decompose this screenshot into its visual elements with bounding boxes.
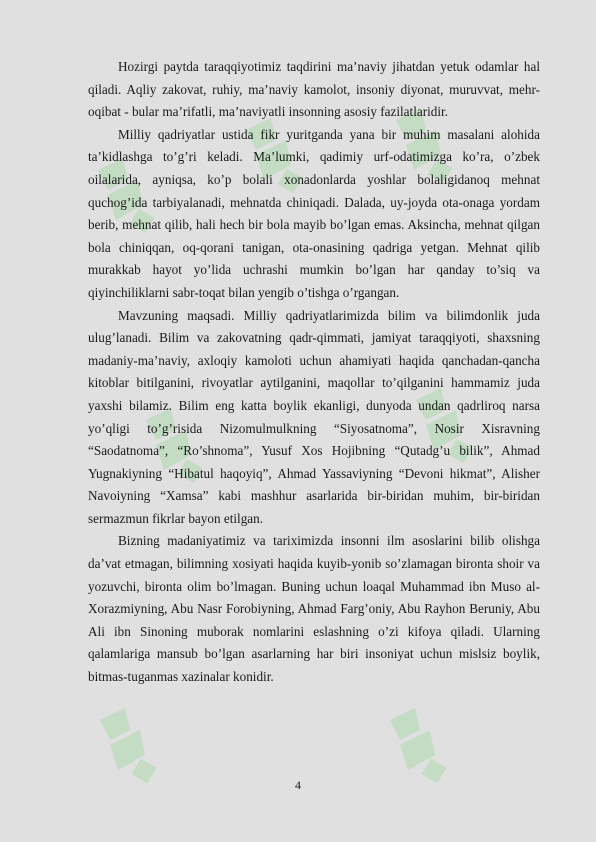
watermark-logo-icon [370, 700, 460, 790]
document-body [88, 56, 540, 689]
paragraph: Bizning madaniyatimiz va tariximizda insonni ilm asoslarini bilib olishga da’vat etmagan, bilimning xosiyati haqida kuyib-yonib so’zlamagan bironta shoir va yozuvchi, bironta olim bo’lmagan. Buning uchun loaqal Muhammad ibn Muso al-Xorazmiyning, Abu Nasr Forobiyning, Ahmad Farg’oniy, Abu Rayhon Beruniy, Abu Ali ibn Sinoning muborak nomlarini eslashning o’zi kifoya qiladi. Ularning qalamlariga mansub bo’lgan asarlarning har biri insoniyat uchun mislsiz boylik, bitmas-tuganmas xazinalar konidir. [88, 533, 540, 685]
paragraph: Milliy qadriyatlar ustida fikr yuritganda yana bir muhim masalani alohida ta’kidlashga to’g’ri keladi. Ma’lumki, qadimiy urf-odatimizga ko’ra, o’zbek oilalarida, ayniqsa, ko’p bolali xonadonlarda yoshlar bolaligidanoq mehnat quchog’ida tarbiyalanadi, mehnatda chiniqadi. Dalada, uy-joyda ota-onaga yordam berib, mehnat qilib, hali hech bir bola mayib bo’lgan emas. Aksincha, mehnat qilgan bola chiniqqan, oq-qorani tanigan, ota-onasining qadriga yetgan. Mehnat qilib murakkab hayot yo’lida uchrashi mumkin bo’lgan har qanday to’siq va qiyinchiliklarni sabr-toqat bilan yengib o’tishga o’rgangan. [88, 126, 540, 300]
paragraph: Hozirgi paytda taraqqiyotimiz taqdirini ma’naviy jihatdan yetuk odamlar hal qiladi. Aqliy zakovat, ruhiy, ma’naviy kamolot, insoniy diyonat, muruvvat, mehr-oqibat - bular ma’rifatli, ma’naviyatli insonning asosiy fazilatlaridir. [88, 59, 540, 120]
page-number: 4 [295, 778, 301, 792]
watermark-logo-icon [80, 700, 170, 790]
paragraph: Mavzuning maqsadi. Milliy qadriyatlarimizda bilim va bilimdonlik juda ulug’lanadi. Bilim va zakovatning qadr-qimmati, jamiyat taraqqiyoti, shaxsning madaniy-ma’naviy, axloqiy kamoloti uchun ahamiyati haqida qanchadan-qancha kitoblar bitilganini, rivoyatlar aytilganini, maqollar to’qilganini hammamiz juda yaxshi bilamiz. Bilim eng katta boylik ekanligi, dunyoda undan qadrliroq narsa yo’qligi to’g’risida Nizomulmulkning “Siyosatnoma”, Nosir Xisravning “Saodatnoma”, “Ro’shnoma”, Yusuf Xos Hojibning “Qutadg’u bilik”, Ahmad Yugnakiyning “Hibatul haqoyiq”, Ahmad Yassaviyning “Devoni hikmat”, Alisher Navoiyning “Xamsa” kabi mashhur asarlarida bir-biridan muhim, bir-biridan sermazmun fikrlar bayon etilgan. [88, 307, 540, 526]
